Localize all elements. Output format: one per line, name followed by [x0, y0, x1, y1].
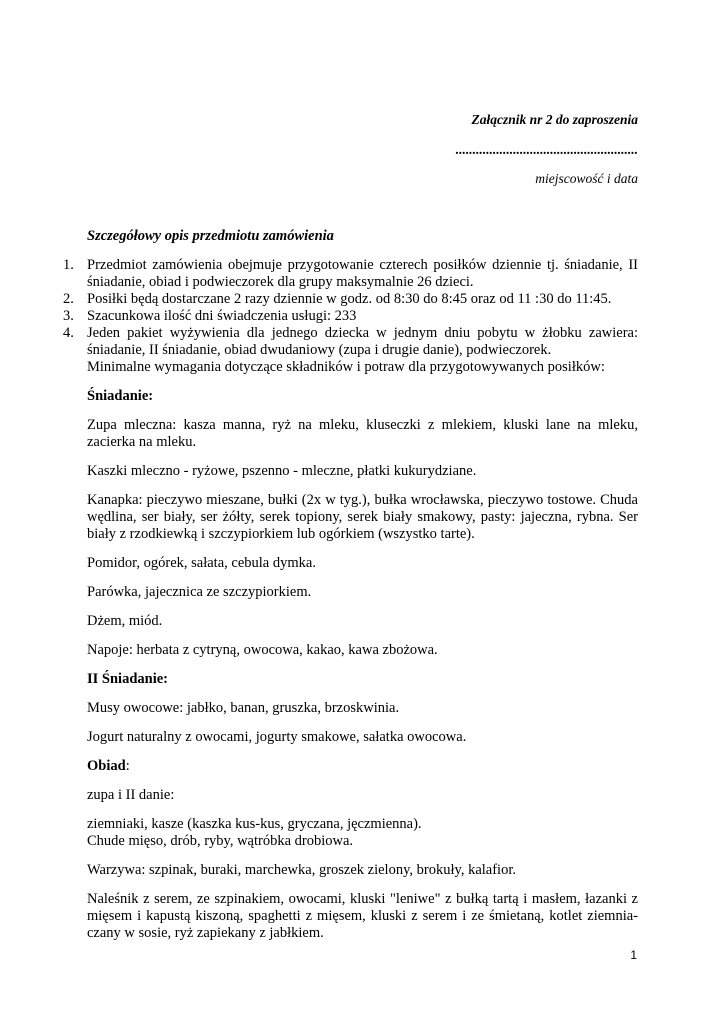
breakfast-paragraph: Zupa mleczna: kasza manna, ryż na mleku, kluseczki z mlekiem, kluski lane na mleku, zacierka na mleku.	[87, 417, 638, 450]
document-body	[63, 228, 638, 954]
list-item	[63, 257, 638, 291]
lunch-heading: Obiad	[87, 758, 126, 774]
lunch-paragraph: ziemniaki, kasze (kaszka kus-kus, gryczana, jęczmienna).	[87, 816, 422, 832]
min-requirements-text: Minimalne wymagania dotyczące składników i potraw dla przygotowywanych posiłków:	[87, 359, 605, 375]
place-date-label: miejscowość i data	[535, 171, 638, 186]
second-breakfast-heading: II Śniadanie:	[87, 671, 168, 687]
list-item	[63, 308, 638, 325]
second-breakfast-paragraph: Musy owocowe: jabłko, banan, gruszka, brzoskwinia.	[87, 700, 400, 716]
breakfast-heading: Śniadanie:	[87, 388, 154, 404]
breakfast-paragraph: Parówka, jajecznica ze szczypiorkiem.	[87, 584, 312, 600]
lunch-heading-wrapper	[87, 758, 638, 775]
breakfast-paragraph: Kaszki mleczno - ryżowe, pszenno - mleczne, płatki kukurydziane.	[87, 463, 477, 479]
lunch-paragraph-group	[87, 816, 638, 850]
breakfast-paragraph: Napoje: herbata z cytryną, owocowa, kakao, kawa zbożowa.	[87, 642, 438, 658]
list-text: Przedmiot zamówienia obejmuje przygotowanie czterech posiłków dziennie tj. śniadanie, II śniadanie, obiad i podwieczorek dla grupy maksymalnie 26 dzieci.	[87, 257, 638, 290]
list-text: Posiłki będą dostarczane 2 razy dziennie w godz. od 8:30 do 8:45 oraz od 11 :30 do 11:45.	[87, 291, 612, 307]
list-number: 1.	[63, 257, 74, 273]
list-number: 4.	[63, 325, 74, 341]
document-title: Szczegółowy opis przedmiotu zamówienia	[87, 228, 334, 244]
list-item	[63, 291, 638, 308]
annex-label: Załącznik nr 2 do zaproszenia	[471, 112, 638, 127]
list-number: 3.	[63, 308, 74, 324]
breakfast-paragraph: Kanapka: pieczywo mieszane, bułki (2x w tyg.), bułka wrocławska, pieczywo tostowe. Chuda wędlina, ser biały, ser żółty, serek topiony, serek biały smakowy, pasty: jajeczna, rybna. Ser biały z rzodkiewką i szczypiorkiem lub ogórkiem (wszystko tarte).	[87, 492, 638, 542]
list-text: Jeden pakiet wyżywienia dla jednego dziecka w jednym dniu pobytu w żłobku zawiera: śniadanie, II śniadanie, obiad dwudaniowy (zupa i drugie danie), podwieczorek.	[87, 325, 638, 358]
lunch-paragraph: Warzywa: szpinak, buraki, marchewka, groszek zielony, brokuły, kalafior.	[87, 862, 516, 878]
page-number: 1	[630, 948, 637, 962]
list-item	[63, 325, 638, 359]
lunch-paragraph: Chude mięso, drób, ryby, wątróbka drobiowa.	[87, 833, 354, 849]
numbered-list	[63, 257, 638, 359]
list-text: Szacunkowa ilość dni świadczenia usługi: 233	[87, 308, 357, 324]
breakfast-paragraph: Dżem, miód.	[87, 613, 163, 629]
signature-dots: ......................................................	[455, 142, 638, 157]
second-breakfast-paragraph: Jogurt naturalny z owocami, jogurty smakowe, sałatka owocowa.	[87, 729, 467, 745]
list-number: 2.	[63, 291, 74, 307]
breakfast-paragraph: Pomidor, ogórek, sałata, cebula dymka.	[87, 555, 316, 571]
lunch-paragraph: zupa i II danie:	[87, 787, 175, 803]
lunch-paragraph: Naleśnik z serem, ze szpinakiem, owocami, kluski "leniwe" z bułką tartą i masłem, łazanki z mięsem i kapustą kiszoną, spaghetti z mięsem, kluski z serem i ze śmietaną, kotlet ziemnia-czany w sosie, ryż zapiekany z jabłkiem.	[87, 891, 638, 941]
lunch-heading-colon: :	[125, 758, 130, 774]
